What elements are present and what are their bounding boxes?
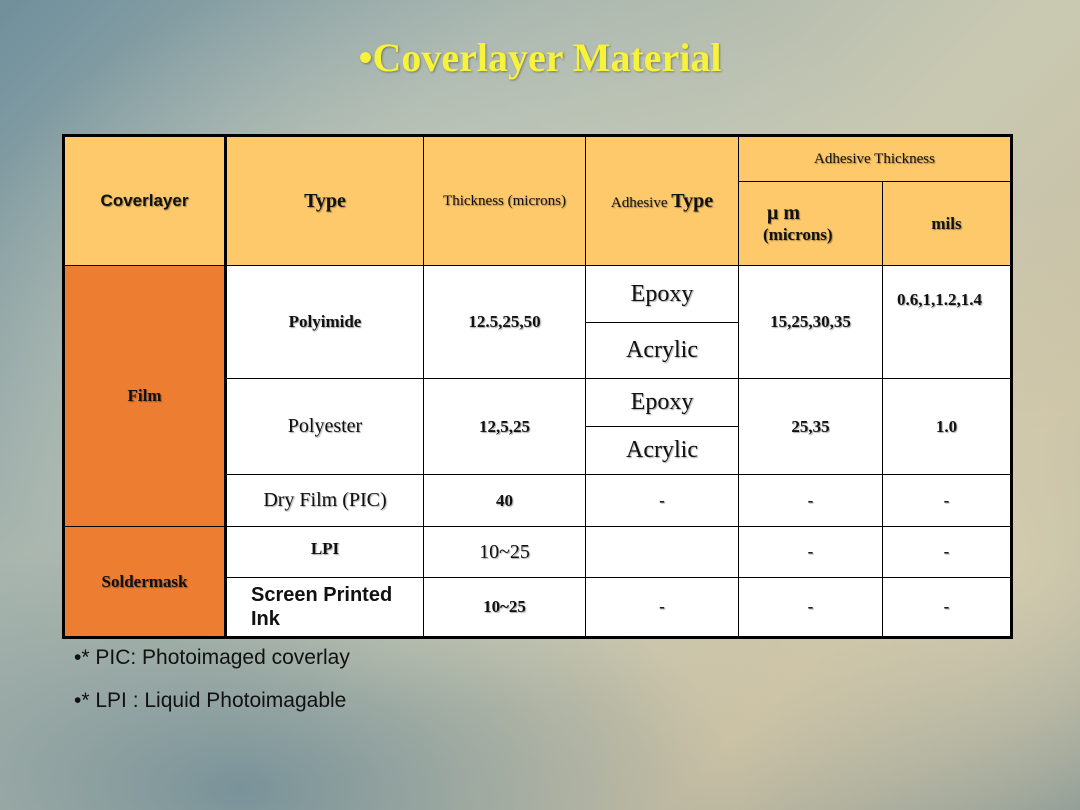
header-adhesive-type-prefix: Adhesive bbox=[610, 194, 672, 211]
coverlayer-table bbox=[62, 134, 1013, 639]
adh-um-dryfilm: - bbox=[739, 475, 883, 527]
adhesive-lpi bbox=[586, 527, 739, 578]
adhesive-polyester-acrylic: Acrylic bbox=[586, 427, 739, 475]
footnotes bbox=[74, 644, 350, 730]
mils-polyester: 1.0 bbox=[883, 379, 1012, 475]
type-dryfilm: Dry Film (PIC) bbox=[226, 475, 424, 527]
type-polyimide: Polyimide bbox=[226, 266, 424, 379]
thickness-dryfilm: 40 bbox=[424, 475, 586, 527]
header-type: Type bbox=[226, 136, 424, 266]
adhesive-polyimide-acrylic: Acrylic bbox=[586, 323, 739, 379]
adh-um-screen: - bbox=[739, 578, 883, 638]
mils-polyimide: 0.6,1,1.2,1.4 bbox=[883, 266, 1012, 379]
type-polyester: Polyester bbox=[226, 379, 424, 475]
header-um-symbol: μ m bbox=[767, 202, 800, 224]
group-soldermask: Soldermask bbox=[64, 527, 226, 638]
mils-lpi: - bbox=[883, 527, 1012, 578]
mils-screen: - bbox=[883, 578, 1012, 638]
header-coverlayer: Coverlayer bbox=[64, 136, 226, 266]
adhesive-dryfilm: - bbox=[586, 475, 739, 527]
adh-um-lpi: - bbox=[739, 527, 883, 578]
adhesive-polyester-epoxy: Epoxy bbox=[586, 379, 739, 427]
type-lpi: LPI bbox=[226, 527, 424, 578]
header-um-unit: (microns) bbox=[763, 225, 833, 244]
mils-dryfilm: - bbox=[883, 475, 1012, 527]
header-adhesive-thickness: Adhesive Thickness bbox=[739, 136, 1012, 182]
header-thickness: Thickness (microns) bbox=[424, 136, 586, 266]
thickness-polyester: 12,5,25 bbox=[424, 379, 586, 475]
thickness-lpi: 10~25 bbox=[424, 527, 586, 578]
header-adhesive-type-suffix: Type bbox=[671, 189, 714, 212]
adhesive-polyimide-epoxy: Epoxy bbox=[586, 266, 739, 323]
note-pic: •* PIC: Photoimaged coverlay bbox=[74, 646, 350, 669]
header-um bbox=[739, 182, 883, 266]
adh-um-polyester: 25,35 bbox=[739, 379, 883, 475]
adh-um-polyimide: 15,25,30,35 bbox=[739, 266, 883, 379]
adhesive-screen: - bbox=[586, 578, 739, 638]
thickness-screen: 10~25 bbox=[424, 578, 586, 638]
header-mils: mils bbox=[883, 182, 1012, 266]
header-adhesive-type bbox=[586, 136, 739, 266]
note-lpi: •* LPI : Liquid Photoimagable bbox=[74, 689, 347, 712]
group-film: Film bbox=[64, 266, 226, 527]
type-screen: Screen Printed Ink bbox=[226, 578, 424, 638]
slide-title: •Coverlayer Material bbox=[358, 35, 722, 80]
thickness-polyimide: 12.5,25,50 bbox=[424, 266, 586, 379]
